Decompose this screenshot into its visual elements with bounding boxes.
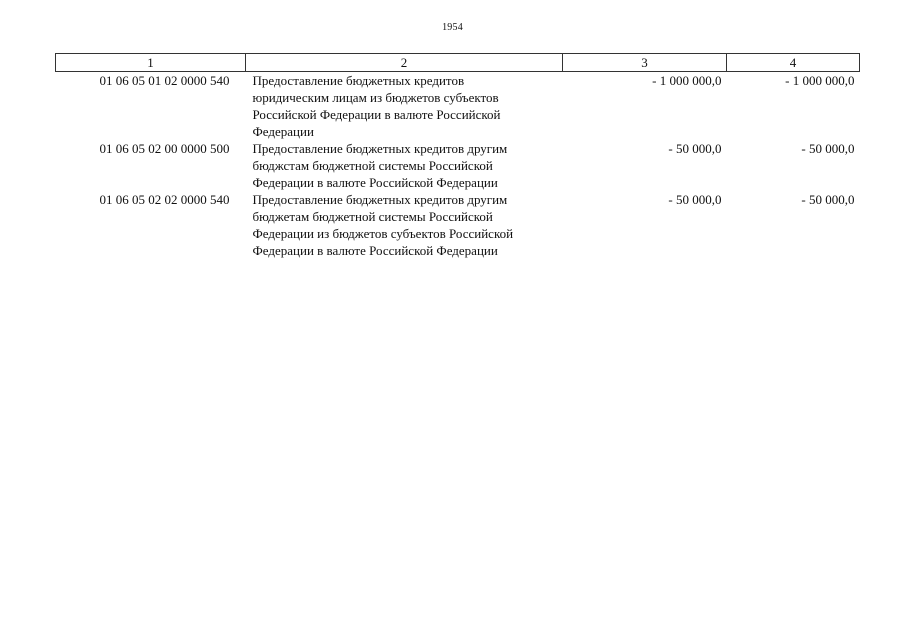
budget-code: 01 06 05 02 00 0000 500: [99, 141, 230, 156]
description-line: Федерации в валюте Российской Федерации: [252, 175, 498, 190]
description-line: Предоставление бюджетных кредитов другим: [252, 141, 508, 156]
column-header-2: 2: [246, 54, 563, 72]
item-description: [246, 72, 563, 141]
table-row: [56, 72, 860, 141]
table-header-row: [56, 54, 860, 72]
description-line: бюджетам бюджетной системы Российской: [252, 209, 493, 224]
column-header-1: 1: [56, 54, 246, 72]
column-header-3: 3: [563, 54, 727, 72]
amount-col3: - 1 000 000,0: [652, 73, 722, 88]
description-line: Российской Федерации в валюте Российской: [252, 107, 501, 122]
budget-code: 01 06 05 01 02 0000 540: [99, 73, 230, 88]
page-number: 1954: [442, 22, 463, 33]
description-line: Предоставление бюджетных кредитов: [252, 73, 465, 88]
budget-table: [55, 53, 860, 259]
budget-code: 01 06 05 02 02 0000 540: [99, 192, 230, 207]
description-line: Предоставление бюджетных кредитов другим: [252, 192, 508, 207]
description-line: юридическим лицам из бюджетов субъектов: [252, 90, 499, 105]
amount-col4: - 50 000,0: [801, 192, 855, 207]
item-description: [246, 191, 563, 259]
amount-col4: - 50 000,0: [801, 141, 855, 156]
description-line: бюджстам бюджетной системы Российской: [252, 158, 493, 173]
item-description: [246, 140, 563, 191]
amount-col3: - 50 000,0: [668, 141, 722, 156]
amount-col3: - 50 000,0: [668, 192, 722, 207]
table-row: [56, 191, 860, 259]
description-line: Федерации в валюте Российской Федерации: [252, 243, 498, 258]
column-header-4: 4: [727, 54, 860, 72]
description-line: Федерации: [252, 124, 314, 139]
table-row: [56, 140, 860, 191]
amount-col4: - 1 000 000,0: [785, 73, 855, 88]
description-line: Федерации из бюджетов субъектов Российской: [252, 226, 514, 241]
